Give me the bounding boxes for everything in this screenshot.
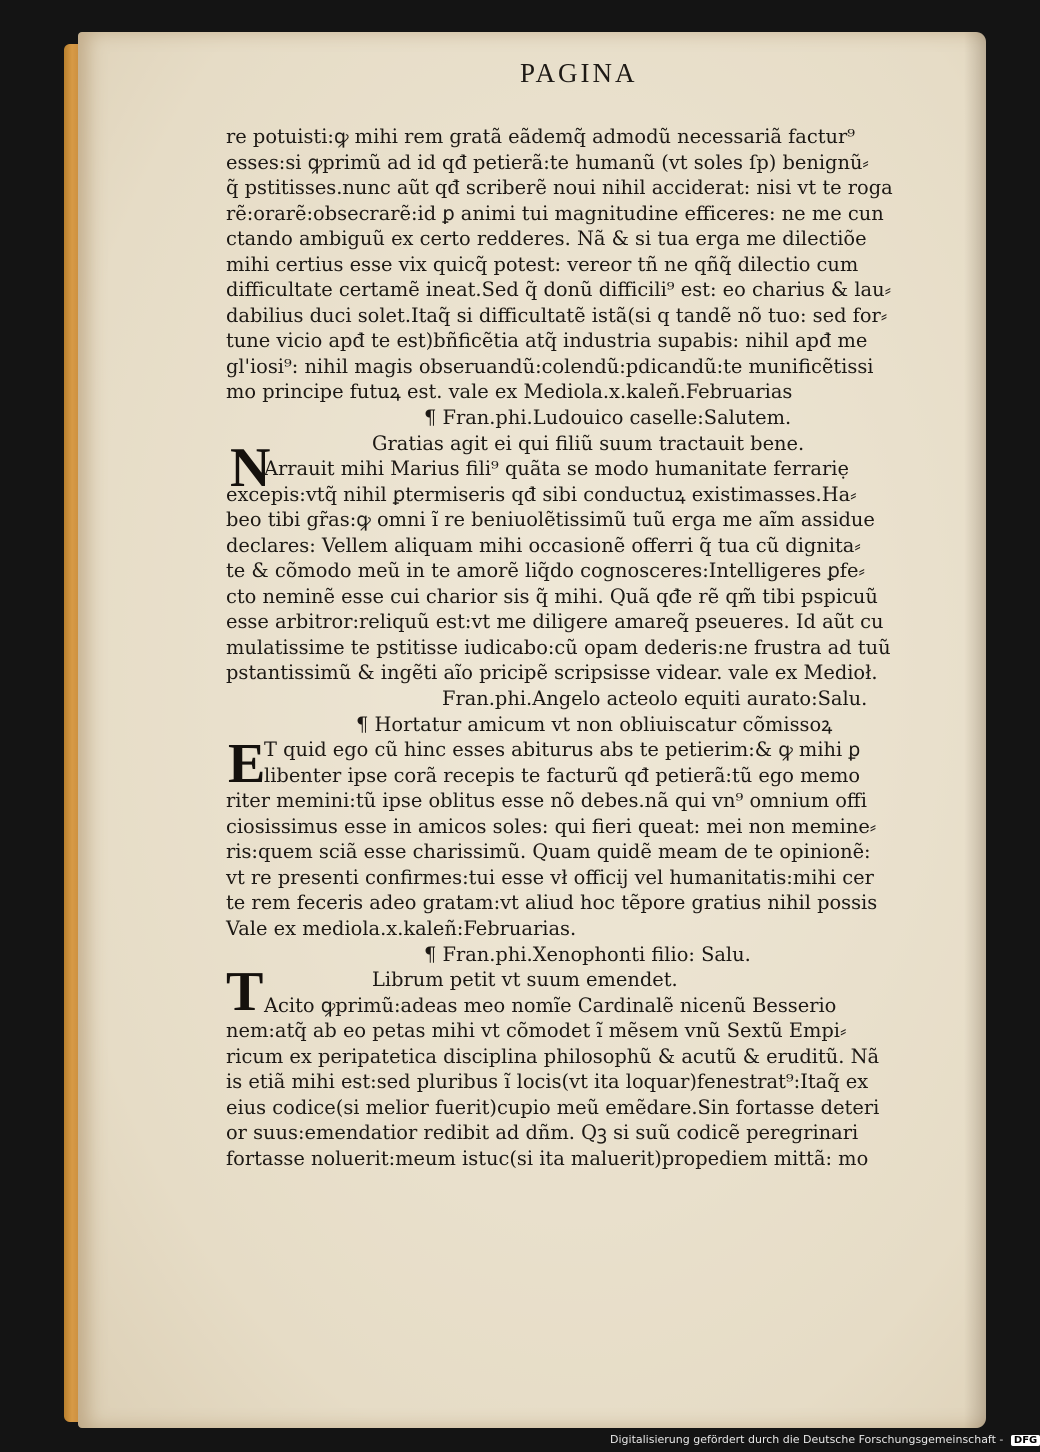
text-line: ciosissimus esse in amicos soles: qui fieri queat: mei non memine⸗ xyxy=(226,814,877,838)
text-line: ctando ambiguũ ex certo redderes. Nã & si tua erga me dilectiõe xyxy=(226,227,867,251)
text-line: dabilius duci solet.Itaq̃ si difficultatẽ istã(si q tandẽ nõ tuo: sed for⸗ xyxy=(226,303,888,327)
text-line: mulatissime te pstitisse iudicabo:cũ opam dederis:ne frustra ad tuũ xyxy=(226,635,891,659)
running-head: PAGINA xyxy=(520,58,638,88)
text-line: is etiã mihi est:sed pluribus ĩ locis(vt ita loquar)fenestrat⁹:Itaq̃ ex xyxy=(226,1070,869,1094)
text-line: ricum ex peripatetica disciplina philosophũ & acutũ & eruditũ. Nã xyxy=(226,1044,880,1068)
page-shadow xyxy=(964,32,986,1428)
initial-letter-n: N xyxy=(230,437,271,499)
text-line: nem:atq̃ ab eo petas mihi vt cõmodet ĩ mẽsem vnũ Sextũ Empi⸗ xyxy=(226,1019,847,1043)
letter-heading: ¶ Fran.phi.Xenophonti filio: Salu. xyxy=(424,942,751,966)
text-line: Vale ex mediola.x.kaleñ:Februarias. xyxy=(226,916,577,940)
text-line: q̃ pstitisses.nunc aũt qđ scriberẽ noui nihil acciderat: nisi vt te roga xyxy=(226,176,893,200)
text-line: libenter ipse corã recepis te facturũ qđ petierã:tũ ego memo xyxy=(264,763,861,787)
text-block xyxy=(226,124,946,1171)
letter-summary: Librum petit vt suum emendet. xyxy=(372,968,678,992)
text-line: mo principe futuꝝ est. vale ex Mediola.x.kaleñ.Februarias xyxy=(226,380,793,404)
text-line: or suus:emendatior redibit ad dñm. Qꝫ si suũ codicẽ peregrinari xyxy=(226,1121,859,1145)
text-line: fortasse noluerit:meum istuc(si ita maluerit)propediem mittã: mo xyxy=(226,1146,869,1170)
text-line: T quid ego cũ hinc esses abiturus abs te petierim:& ꝙ mihi ꝑ xyxy=(264,738,861,762)
text-line: tune vicio apđ te est)bñficẽtia atq̃ industria supabis: nihil apđ me xyxy=(226,329,868,353)
digitization-credit xyxy=(610,1433,1040,1446)
text-line: vt re presenti confirmes:tui esse vł officij vel humanitatis:mihi cer xyxy=(226,865,874,889)
letter-summary: Gratias agit ei qui filiũ suum tractauit bene. xyxy=(372,431,805,455)
initial-letter-e: E xyxy=(228,733,266,795)
letter-heading: Fran.phi.Angelo acteolo equiti aurato:Salu. xyxy=(442,687,868,711)
text-line: gl'iosi⁹: nihil magis obseruandũ:colendũ:pdicandũ:te munificẽtissi xyxy=(226,354,874,378)
text-line: excepis:vtq̃ nihil ꝑtermiseris qđ sibi conductuꝝ existimasses.Ha⸗ xyxy=(226,482,857,506)
text-line: rẽ:orarẽ:obsecrarẽ:id ꝑ animi tui magnitudine efficeres: ne me cun xyxy=(226,201,884,225)
dfg-logo: DFG xyxy=(1011,1435,1040,1446)
text-line: te & cõmodo meũ in te amorẽ liq̃do cognosceres:Intelligeres ꝑfe⸗ xyxy=(226,559,865,583)
text-line: mihi certius esse vix quicq̃ potest: vereor tñ ne qñq̃ dilectio cum xyxy=(226,252,859,276)
text-line: difficultate certamẽ ineat.Sed q̃ donũ difficili⁹ est: eo charius & lau⸗ xyxy=(226,278,892,302)
text-line: esse arbitror:reliquũ est:vt me diligere amareq̃ pseueres. Id aũt cu xyxy=(226,610,884,634)
text-line: ris:quem sciã esse charissimũ. Quam quidẽ meam de te opinionẽ: xyxy=(226,840,871,864)
text-line: Arrauit mihi Marius fili⁹ quãta se modo humanitate ferrariẹ xyxy=(264,457,849,481)
initial-letter-t: T xyxy=(226,961,264,1023)
text-line: cto neminẽ esse cui charior sis q̃ mihi. Quã qđe rẽ qm̃ tibi pspicuũ xyxy=(226,584,878,608)
text-line: eius codice(si melior fuerit)cupio meũ emẽdare.Sin fortasse deteri xyxy=(226,1095,880,1119)
text-line: te rem feceris adeo gratam:vt aliud hoc tẽpore gratius nihil possis xyxy=(226,891,878,915)
credit-text: Digitalisierung gefördert durch die Deutsche Forschungsgemeinschaft - xyxy=(610,1433,1004,1446)
text-line: pstantissimũ & ingẽti aĩo pricipẽ scripsisse videar. vale ex Medioł. xyxy=(226,661,878,685)
text-line: esses:si ꝙprimũ ad id qđ petierã:te humanũ (vt soles ſp) benignũ⸗ xyxy=(226,150,869,174)
text-line: riter memini:tũ ipse oblitus esse nõ debes.nã qui vn⁹ omnium offi xyxy=(226,789,867,813)
letter-summary: ¶ Hortatur amicum vt non obliuiscatur cõmissoꝝ xyxy=(356,712,833,736)
text-line: declares: Vellem aliquam mihi occasionẽ offerri q̃ tua cũ dignita⸗ xyxy=(226,533,861,557)
text-line: re potuisti:ꝙ mihi rem gratã eãdemq̃ admodũ necessariã factur⁹ xyxy=(226,125,856,148)
text-line: Acito ꝙprimũ:adeas meo nomĩe Cardinalẽ nicenũ Besserio xyxy=(264,993,837,1017)
text-line: beo tibi gr̃as:ꝙ omni ĩ re beniuolẽtissimũ tuũ erga me aĩm assidue xyxy=(226,508,875,532)
letter-heading: ¶ Fran.phi.Ludouico caselle:Salutem. xyxy=(424,406,792,430)
